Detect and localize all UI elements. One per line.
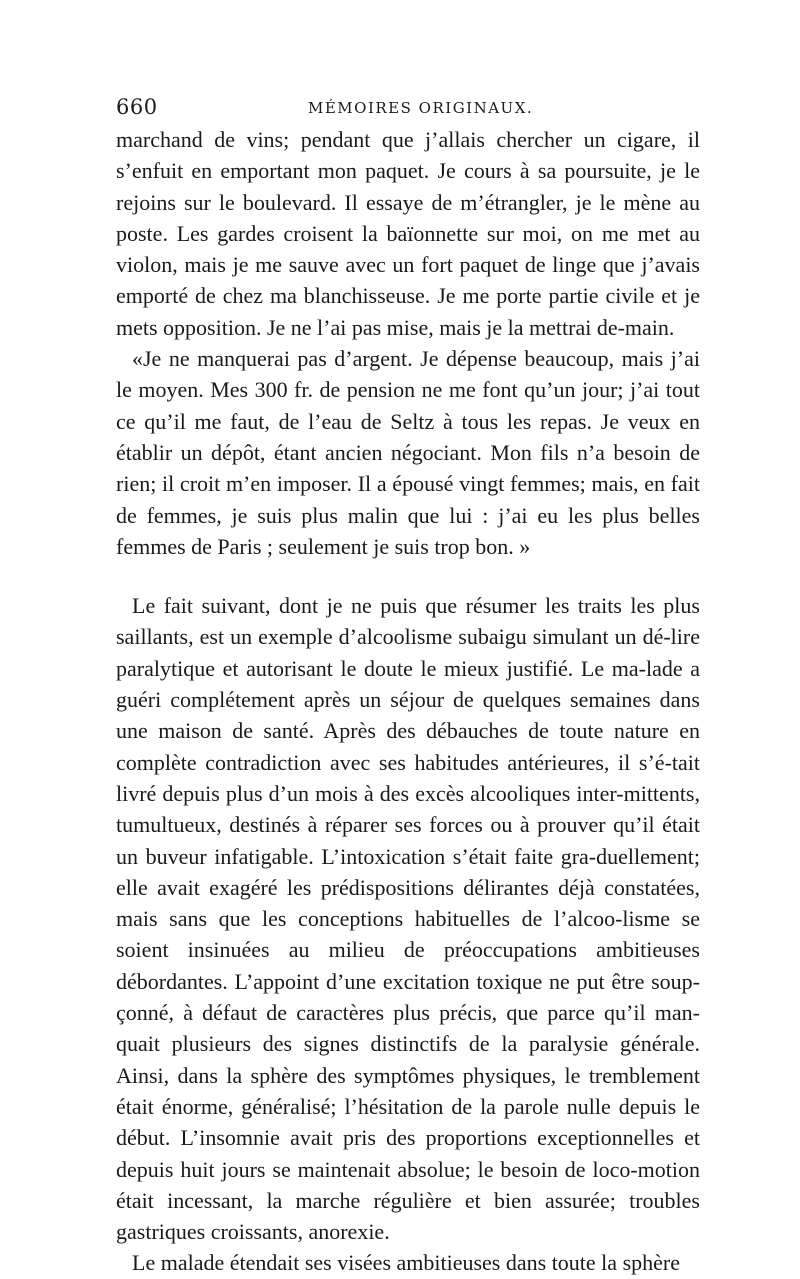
- paragraph-final-line: Le malade étendait ses visées ambitieuses dans toute la sphère: [132, 1250, 680, 1276]
- running-head: MÉMOIRES ORIGINAUX.: [308, 99, 534, 117]
- page-header: [116, 95, 700, 123]
- paragraph-quotation: «Je ne manquerai pas d’argent. Je dépense beaucoup, mais j’ai le moyen. Mes 300 fr. de pension ne me font qu’un jour; j’ai tout ce qu’il me faut, de l’eau de Seltz à tous les repas. Je veux en établir un dépôt, étant ancien négociant. Mon fils n’a besoin de rien; il croit m’en imposer. Il a épousé vingt femmes; mais, en fait de femmes, je suis plus malin que lui : j’ai eu les plus belles femmes de Paris ; seulement je suis trop bon. »: [116, 346, 700, 559]
- page-number: 660: [116, 95, 158, 119]
- body-text: [116, 124, 700, 1279]
- paragraph-continuation: marchand de vins; pendant que j’allais chercher un cigare, il s’enfuit en emportant mon paquet. Je cours à sa poursuite, je le rejoins sur le boulevard. Il essaye de m’étrangler, je le mène au poste. Les gardes croisent la baïonnette sur moi, on me met au violon, mais je me sauve avec un fort paquet de linge que j’avais emporté de chez ma blanchisseuse. Je me porte partie civile et je mets opposition. Je ne l’ai pas mise, mais je la mettrai de-main.: [116, 127, 700, 340]
- paragraph-case-description: Le fait suivant, dont je ne puis que résumer les traits les plus saillants, est un exemple d’alcoolisme subaigu simulant un dé-lire paralytique et autorisant le doute le mieux justifié. Le ma-lade a guéri complétement après un séjour de quelques semaines dans une maison de santé. Après des débauches de toute nature en complète contradiction avec ses habitudes antérieures, il s’é-tait livré depuis plus d’un mois à des excès alcooliques inter-mittents, tumultueux, destinés à réparer ses forces ou à prouver qu’il était un buveur infatigable. L’intoxication s’était faite gra-duellement; elle avait exagéré les prédispositions délirantes déjà constatées, mais sans que les conceptions habituelles de l’alcoo-lisme se soient insinuées au milieu de préoccupations ambitieuses débordantes. L’appoint d’une excitation toxique ne put être soup-çonné, à défaut de caractères plus précis, que parce qu’il man-quait plusieurs des signes distinctifs de la paralysie générale. Ainsi, dans la sphère des symptômes physiques, le tremblement était énorme, généralisé; l’hésitation de la parole nulle depuis le début. L’insomnie avait pris des proportions exceptionnelles et depuis huit jours se maintenait absolue; le besoin de loco-motion était incessant, la marche régulière et bien assurée; troubles gastriques croissants, anorexie.: [116, 593, 700, 1245]
